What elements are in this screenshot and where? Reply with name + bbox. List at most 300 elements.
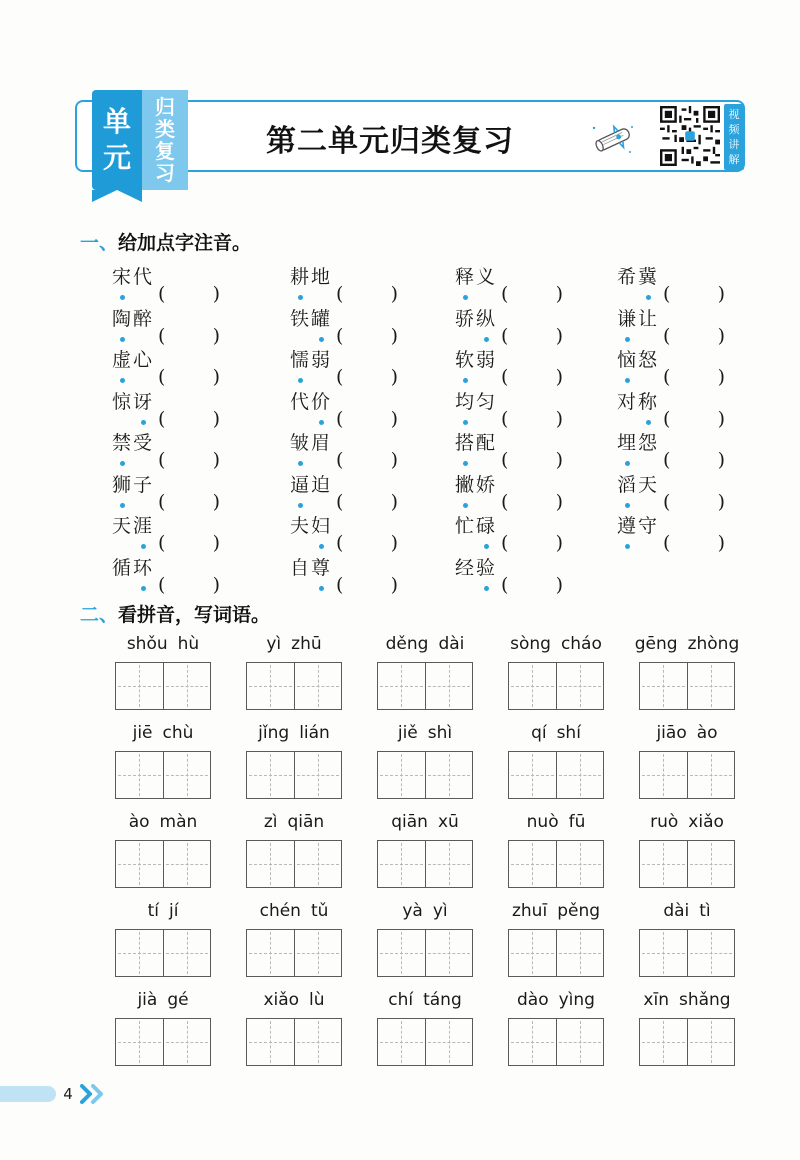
paren-close: ) bbox=[555, 366, 564, 388]
item-word: 埋怨 bbox=[617, 432, 660, 454]
emphasis-dot bbox=[463, 503, 468, 508]
tianzi-grid[interactable] bbox=[639, 751, 735, 799]
phonetic-item bbox=[290, 262, 399, 305]
pinyin-syllable: qí bbox=[531, 723, 547, 743]
pinyin-syllable: shǒu bbox=[126, 634, 168, 654]
word-writing-box bbox=[639, 723, 735, 749]
emphasis-dot bbox=[120, 378, 125, 383]
pinyin-syllable: gēng bbox=[634, 634, 678, 654]
paren-open: ( bbox=[158, 490, 166, 513]
tianzi-grid[interactable] bbox=[377, 1018, 473, 1066]
character-cell[interactable] bbox=[687, 930, 734, 976]
video-explain-tab[interactable]: 视 频 讲 解 bbox=[724, 104, 744, 170]
paren-open: ( bbox=[336, 366, 344, 388]
pinyin-syllable: jǐng bbox=[258, 723, 290, 743]
item-word: 狮子 bbox=[112, 473, 155, 496]
phonetic-item bbox=[112, 304, 221, 347]
emphasis-dot bbox=[319, 337, 324, 342]
character-cell[interactable] bbox=[556, 752, 603, 798]
tianzi-grid[interactable] bbox=[508, 1018, 604, 1066]
pinyin-syllable: yì bbox=[266, 634, 282, 654]
pinyin-label bbox=[508, 990, 604, 1016]
item-word: 恼怒 bbox=[617, 349, 660, 371]
character-cell[interactable] bbox=[294, 663, 341, 709]
emphasis-dot bbox=[625, 503, 630, 508]
pinyin-label bbox=[246, 901, 342, 927]
pinyin-syllable: sòng bbox=[510, 634, 551, 654]
paren-close: ) bbox=[212, 324, 221, 347]
emphasis-dot bbox=[484, 337, 489, 342]
pinyin-syllable: xīn bbox=[643, 990, 669, 1010]
tianzi-grid[interactable] bbox=[639, 840, 735, 888]
pinyin-syllable: tì bbox=[699, 901, 711, 921]
paren-close: ) bbox=[717, 324, 726, 347]
word-writing-box bbox=[508, 990, 604, 1016]
paren-close: ) bbox=[390, 366, 399, 388]
paren-close: ) bbox=[555, 407, 564, 430]
character-cell[interactable] bbox=[425, 930, 472, 976]
paren-open: ( bbox=[501, 449, 509, 471]
phonetic-item bbox=[617, 470, 726, 513]
page-title: 第二单元归类复习 bbox=[266, 124, 514, 159]
paren-close: ) bbox=[212, 366, 221, 388]
paren-close: ) bbox=[212, 407, 221, 430]
character-cell[interactable] bbox=[640, 752, 687, 798]
item-word: 夫妇 bbox=[290, 515, 333, 537]
item-word: 陶醉 bbox=[112, 307, 155, 330]
item-word: 忙碌 bbox=[455, 515, 498, 537]
paren-close: ) bbox=[390, 573, 399, 596]
pinyin-syllable: jí bbox=[168, 901, 179, 921]
pinyin-syllable: xiǎo bbox=[263, 990, 300, 1010]
pinyin-label bbox=[115, 634, 211, 660]
phonetic-item bbox=[455, 345, 564, 388]
item-word: 耕地 bbox=[290, 266, 333, 288]
item-word: 铁罐 bbox=[290, 307, 333, 330]
phonetic-item bbox=[290, 387, 399, 430]
tianzi-grid[interactable] bbox=[508, 751, 604, 799]
paren-close: ) bbox=[555, 532, 564, 554]
phonetic-item bbox=[455, 511, 564, 554]
phonetic-item bbox=[112, 470, 221, 513]
emphasis-dot bbox=[120, 337, 125, 342]
emphasis-dot bbox=[319, 544, 324, 549]
character-cell[interactable] bbox=[247, 930, 294, 976]
phonetic-item bbox=[455, 387, 564, 430]
pinyin-syllable: chù bbox=[162, 723, 194, 743]
tianzi-grid[interactable] bbox=[508, 929, 604, 977]
character-cell[interactable] bbox=[247, 841, 294, 887]
character-cell[interactable] bbox=[116, 663, 163, 709]
word-writing-box bbox=[246, 634, 342, 660]
emphasis-dot bbox=[463, 461, 468, 466]
pinyin-label bbox=[115, 723, 211, 749]
item-word: 均匀 bbox=[455, 390, 498, 413]
paren-open: ( bbox=[158, 324, 166, 347]
tianzi-grid[interactable] bbox=[639, 662, 735, 710]
tianzi-grid[interactable] bbox=[508, 840, 604, 888]
emphasis-dot bbox=[298, 503, 303, 508]
phonetic-item bbox=[290, 304, 399, 347]
word-writing-box bbox=[508, 812, 604, 838]
tianzi-grid[interactable] bbox=[246, 929, 342, 977]
character-cell[interactable] bbox=[163, 930, 210, 976]
pinyin-label bbox=[115, 901, 211, 927]
paren-open: ( bbox=[158, 283, 166, 305]
character-cell[interactable] bbox=[163, 663, 210, 709]
character-cell[interactable] bbox=[425, 841, 472, 887]
tianzi-grid[interactable] bbox=[377, 751, 473, 799]
word-writing-box bbox=[377, 812, 473, 838]
character-cell[interactable] bbox=[509, 930, 556, 976]
character-cell[interactable] bbox=[294, 752, 341, 798]
badge-unit-label: 单 元 bbox=[92, 90, 142, 190]
footer-bar bbox=[0, 1086, 56, 1102]
emphasis-dot bbox=[298, 378, 303, 383]
pinyin-label bbox=[639, 723, 735, 749]
pinyin-syllable: shǎng bbox=[678, 990, 731, 1010]
pinyin-label bbox=[246, 990, 342, 1016]
phonetic-item bbox=[455, 304, 564, 347]
section-2-heading bbox=[80, 600, 270, 627]
paren-open: ( bbox=[663, 324, 671, 347]
character-cell[interactable] bbox=[116, 841, 163, 887]
paren-open: ( bbox=[663, 366, 671, 388]
emphasis-dot bbox=[298, 295, 303, 300]
emphasis-dot bbox=[141, 420, 146, 425]
paren-open: ( bbox=[336, 407, 344, 430]
character-cell[interactable] bbox=[247, 752, 294, 798]
character-cell[interactable] bbox=[687, 841, 734, 887]
emphasis-dot bbox=[625, 544, 630, 549]
pinyin-label bbox=[639, 990, 735, 1016]
pinyin-label bbox=[115, 990, 211, 1016]
item-word: 皱眉 bbox=[290, 432, 333, 454]
paren-close: ) bbox=[212, 532, 221, 554]
item-word: 禁受 bbox=[112, 432, 155, 454]
phonetic-item bbox=[617, 387, 726, 430]
pinyin-label bbox=[377, 812, 473, 838]
section-1-title: 给加点字注音。 bbox=[118, 232, 252, 254]
pinyin-syllable: tǔ bbox=[310, 901, 329, 921]
word-writing-box bbox=[508, 901, 604, 927]
phonetic-item bbox=[112, 553, 221, 596]
character-cell[interactable] bbox=[556, 1019, 603, 1065]
word-writing-box bbox=[115, 634, 211, 660]
character-cell[interactable] bbox=[556, 663, 603, 709]
paren-open: ( bbox=[336, 573, 344, 596]
character-cell[interactable] bbox=[163, 841, 210, 887]
word-writing-box bbox=[634, 634, 740, 660]
character-cell[interactable] bbox=[116, 1019, 163, 1065]
character-cell[interactable] bbox=[640, 930, 687, 976]
tianzi-grid[interactable] bbox=[115, 662, 211, 710]
phonetic-item bbox=[617, 345, 726, 388]
paren-open: ( bbox=[501, 324, 509, 347]
character-cell[interactable] bbox=[640, 663, 687, 709]
tianzi-grid[interactable] bbox=[115, 1018, 211, 1066]
phonetic-item bbox=[617, 262, 726, 305]
character-cell[interactable] bbox=[294, 841, 341, 887]
word-writing-box bbox=[377, 990, 473, 1016]
word-writing-box bbox=[246, 723, 342, 749]
pinyin-label bbox=[115, 812, 211, 838]
emphasis-dot bbox=[141, 544, 146, 549]
character-cell[interactable] bbox=[378, 930, 425, 976]
badge-review-label: 归 类 复 习 bbox=[142, 90, 188, 190]
phonetic-item bbox=[455, 470, 564, 513]
paren-close: ) bbox=[212, 490, 221, 513]
emphasis-dot bbox=[120, 295, 125, 300]
tianzi-grid[interactable] bbox=[246, 840, 342, 888]
item-word: 对称 bbox=[617, 390, 660, 413]
character-cell[interactable] bbox=[294, 930, 341, 976]
word-writing-box bbox=[377, 634, 473, 660]
pinyin-syllable: hù bbox=[177, 634, 200, 654]
pinyin-label bbox=[639, 812, 735, 838]
character-cell[interactable] bbox=[640, 1019, 687, 1065]
section-2-title: 看拼音，写词语。 bbox=[118, 604, 271, 626]
item-word: 代价 bbox=[290, 390, 333, 413]
character-cell[interactable] bbox=[509, 752, 556, 798]
emphasis-dot bbox=[625, 337, 630, 342]
item-word: 天涯 bbox=[112, 515, 155, 537]
pinyin-syllable: màn bbox=[159, 812, 198, 832]
word-writing-box bbox=[377, 723, 473, 749]
character-cell[interactable] bbox=[294, 1019, 341, 1065]
paren-open: ( bbox=[663, 449, 671, 471]
pinyin-syllable: zhuī bbox=[511, 901, 548, 921]
tianzi-grid[interactable] bbox=[377, 662, 473, 710]
tianzi-grid[interactable] bbox=[115, 751, 211, 799]
item-word: 逼迫 bbox=[290, 473, 333, 496]
tianzi-grid[interactable] bbox=[246, 1018, 342, 1066]
phonetic-item bbox=[112, 262, 221, 305]
paren-close: ) bbox=[717, 407, 726, 430]
character-cell[interactable] bbox=[163, 752, 210, 798]
unit-badge bbox=[92, 90, 192, 190]
word-writing-box bbox=[115, 723, 211, 749]
page-footer bbox=[0, 1082, 110, 1106]
word-writing-box bbox=[115, 812, 211, 838]
item-word: 希冀 bbox=[617, 266, 660, 288]
paren-open: ( bbox=[663, 490, 671, 513]
character-cell[interactable] bbox=[116, 752, 163, 798]
emphasis-dot bbox=[484, 544, 489, 549]
character-cell[interactable] bbox=[425, 752, 472, 798]
pinyin-syllable: chí bbox=[388, 990, 414, 1010]
emphasis-dot bbox=[463, 378, 468, 383]
pinyin-syllable: chén bbox=[259, 901, 301, 921]
paren-close: ) bbox=[212, 283, 221, 305]
character-cell[interactable] bbox=[247, 1019, 294, 1065]
character-cell[interactable] bbox=[640, 841, 687, 887]
pinyin-syllable: xū bbox=[437, 812, 459, 832]
phonetic-item bbox=[290, 553, 399, 596]
pinyin-syllable: yì bbox=[432, 901, 448, 921]
pinyin-syllable: dào bbox=[517, 990, 549, 1010]
tianzi-grid[interactable] bbox=[508, 662, 604, 710]
pinyin-label bbox=[634, 634, 740, 660]
paren-open: ( bbox=[158, 532, 166, 554]
item-word: 虚心 bbox=[112, 349, 155, 371]
item-word: 循环 bbox=[112, 556, 155, 579]
pinyin-syllable: ào bbox=[128, 812, 150, 832]
pinyin-label bbox=[246, 812, 342, 838]
paren-close: ) bbox=[717, 283, 726, 305]
item-word: 释义 bbox=[455, 266, 498, 288]
tianzi-grid[interactable] bbox=[115, 840, 211, 888]
emphasis-dot bbox=[625, 461, 630, 466]
pinyin-syllable: shì bbox=[427, 723, 453, 743]
qr-code[interactable] bbox=[660, 106, 720, 166]
paren-close: ) bbox=[390, 283, 399, 305]
paren-open: ( bbox=[158, 407, 166, 430]
item-word: 软弱 bbox=[455, 349, 498, 371]
word-writing-box bbox=[246, 812, 342, 838]
word-writing-box bbox=[115, 901, 211, 927]
word-writing-box bbox=[508, 723, 604, 749]
word-writing-box bbox=[639, 990, 735, 1016]
pinyin-syllable: cháo bbox=[560, 634, 602, 654]
pinyin-syllable: jiāo bbox=[656, 723, 687, 743]
phonetic-item bbox=[455, 428, 564, 471]
item-word: 自尊 bbox=[290, 556, 333, 579]
paren-close: ) bbox=[555, 573, 564, 596]
phonetic-item bbox=[112, 428, 221, 471]
paren-open: ( bbox=[336, 283, 344, 305]
phonetic-item bbox=[290, 511, 399, 554]
paren-close: ) bbox=[390, 324, 399, 347]
character-cell[interactable] bbox=[556, 841, 603, 887]
paren-close: ) bbox=[555, 449, 564, 471]
character-cell[interactable] bbox=[378, 1019, 425, 1065]
character-cell[interactable] bbox=[509, 1019, 556, 1065]
phonetic-item bbox=[290, 470, 399, 513]
pinyin-syllable: zhòng bbox=[687, 634, 740, 654]
character-cell[interactable] bbox=[116, 930, 163, 976]
pinyin-syllable: dài bbox=[663, 901, 690, 921]
paren-open: ( bbox=[501, 407, 509, 430]
pinyin-label bbox=[508, 812, 604, 838]
item-word: 撇娇 bbox=[455, 473, 498, 496]
emphasis-dot bbox=[120, 503, 125, 508]
pinyin-label bbox=[508, 723, 604, 749]
character-cell[interactable] bbox=[378, 752, 425, 798]
pinyin-syllable: ào bbox=[696, 723, 718, 743]
paren-close: ) bbox=[717, 449, 726, 471]
tianzi-grid[interactable] bbox=[115, 929, 211, 977]
emphasis-dot bbox=[319, 586, 324, 591]
emphasis-dot bbox=[298, 461, 303, 466]
character-cell[interactable] bbox=[509, 663, 556, 709]
character-cell[interactable] bbox=[687, 752, 734, 798]
tianzi-grid[interactable] bbox=[639, 1018, 735, 1066]
phonetic-item bbox=[112, 387, 221, 430]
word-writing-box bbox=[246, 901, 342, 927]
emphasis-dot bbox=[120, 461, 125, 466]
pinyin-syllable: lù bbox=[309, 990, 325, 1010]
character-cell[interactable] bbox=[378, 841, 425, 887]
pinyin-label bbox=[246, 634, 342, 660]
paren-open: ( bbox=[501, 366, 509, 388]
pinyin-syllable: zì bbox=[263, 812, 278, 832]
emphasis-dot bbox=[646, 295, 651, 300]
character-cell[interactable] bbox=[556, 930, 603, 976]
tianzi-grid[interactable] bbox=[377, 929, 473, 977]
paren-open: ( bbox=[501, 283, 509, 305]
phonetic-item bbox=[455, 262, 564, 305]
item-word: 遵守 bbox=[617, 515, 660, 537]
pinyin-label bbox=[639, 901, 735, 927]
emphasis-dot bbox=[463, 420, 468, 425]
pinyin-label bbox=[508, 634, 604, 660]
character-cell[interactable] bbox=[378, 663, 425, 709]
emphasis-dot bbox=[484, 586, 489, 591]
pinyin-syllable: nuò bbox=[526, 812, 559, 832]
pinyin-syllable: ruò bbox=[650, 812, 679, 832]
character-cell[interactable] bbox=[425, 663, 472, 709]
character-cell[interactable] bbox=[509, 841, 556, 887]
paren-close: ) bbox=[717, 490, 726, 513]
paren-open: ( bbox=[501, 532, 509, 554]
item-word: 惊讶 bbox=[112, 390, 155, 413]
phonetic-item bbox=[617, 511, 726, 554]
tianzi-grid[interactable] bbox=[639, 929, 735, 977]
paren-open: ( bbox=[336, 324, 344, 347]
character-cell[interactable] bbox=[163, 1019, 210, 1065]
item-word: 骄纵 bbox=[455, 307, 498, 330]
paren-open: ( bbox=[336, 532, 344, 554]
page-number: 4 bbox=[63, 1085, 73, 1103]
character-cell[interactable] bbox=[687, 1019, 734, 1065]
pinyin-syllable: qiān bbox=[287, 812, 325, 832]
pinyin-syllable: jià bbox=[137, 990, 158, 1010]
paren-open: ( bbox=[501, 573, 509, 596]
character-cell[interactable] bbox=[687, 663, 734, 709]
paren-close: ) bbox=[390, 490, 399, 513]
pinyin-syllable: qiān bbox=[391, 812, 428, 832]
item-word: 宋代 bbox=[112, 266, 155, 288]
paren-close: ) bbox=[555, 490, 564, 513]
tianzi-grid[interactable] bbox=[377, 840, 473, 888]
tianzi-grid[interactable] bbox=[246, 662, 342, 710]
section-1-number: 一、 bbox=[80, 232, 119, 254]
chevron-right-icon bbox=[80, 1084, 108, 1104]
paren-close: ) bbox=[390, 449, 399, 471]
item-word: 经验 bbox=[455, 556, 498, 579]
pinyin-syllable: lián bbox=[299, 723, 330, 743]
phonetic-item bbox=[290, 345, 399, 388]
pinyin-syllable: jiē bbox=[132, 723, 153, 743]
pinyin-syllable: fū bbox=[568, 812, 586, 832]
word-writing-box bbox=[377, 901, 473, 927]
pinyin-syllable: dài bbox=[438, 634, 465, 654]
tianzi-grid[interactable] bbox=[246, 751, 342, 799]
character-cell[interactable] bbox=[247, 663, 294, 709]
word-writing-box bbox=[639, 901, 735, 927]
pinyin-syllable: yìng bbox=[558, 990, 595, 1010]
paren-open: ( bbox=[663, 532, 671, 554]
pinyin-label bbox=[377, 901, 473, 927]
item-word: 滔天 bbox=[617, 473, 660, 496]
paren-open: ( bbox=[663, 407, 671, 430]
character-cell[interactable] bbox=[425, 1019, 472, 1065]
section-2-number: 二、 bbox=[80, 604, 119, 626]
phonetic-item bbox=[112, 345, 221, 388]
item-word: 懦弱 bbox=[290, 349, 333, 371]
pinyin-syllable: gé bbox=[167, 990, 189, 1010]
